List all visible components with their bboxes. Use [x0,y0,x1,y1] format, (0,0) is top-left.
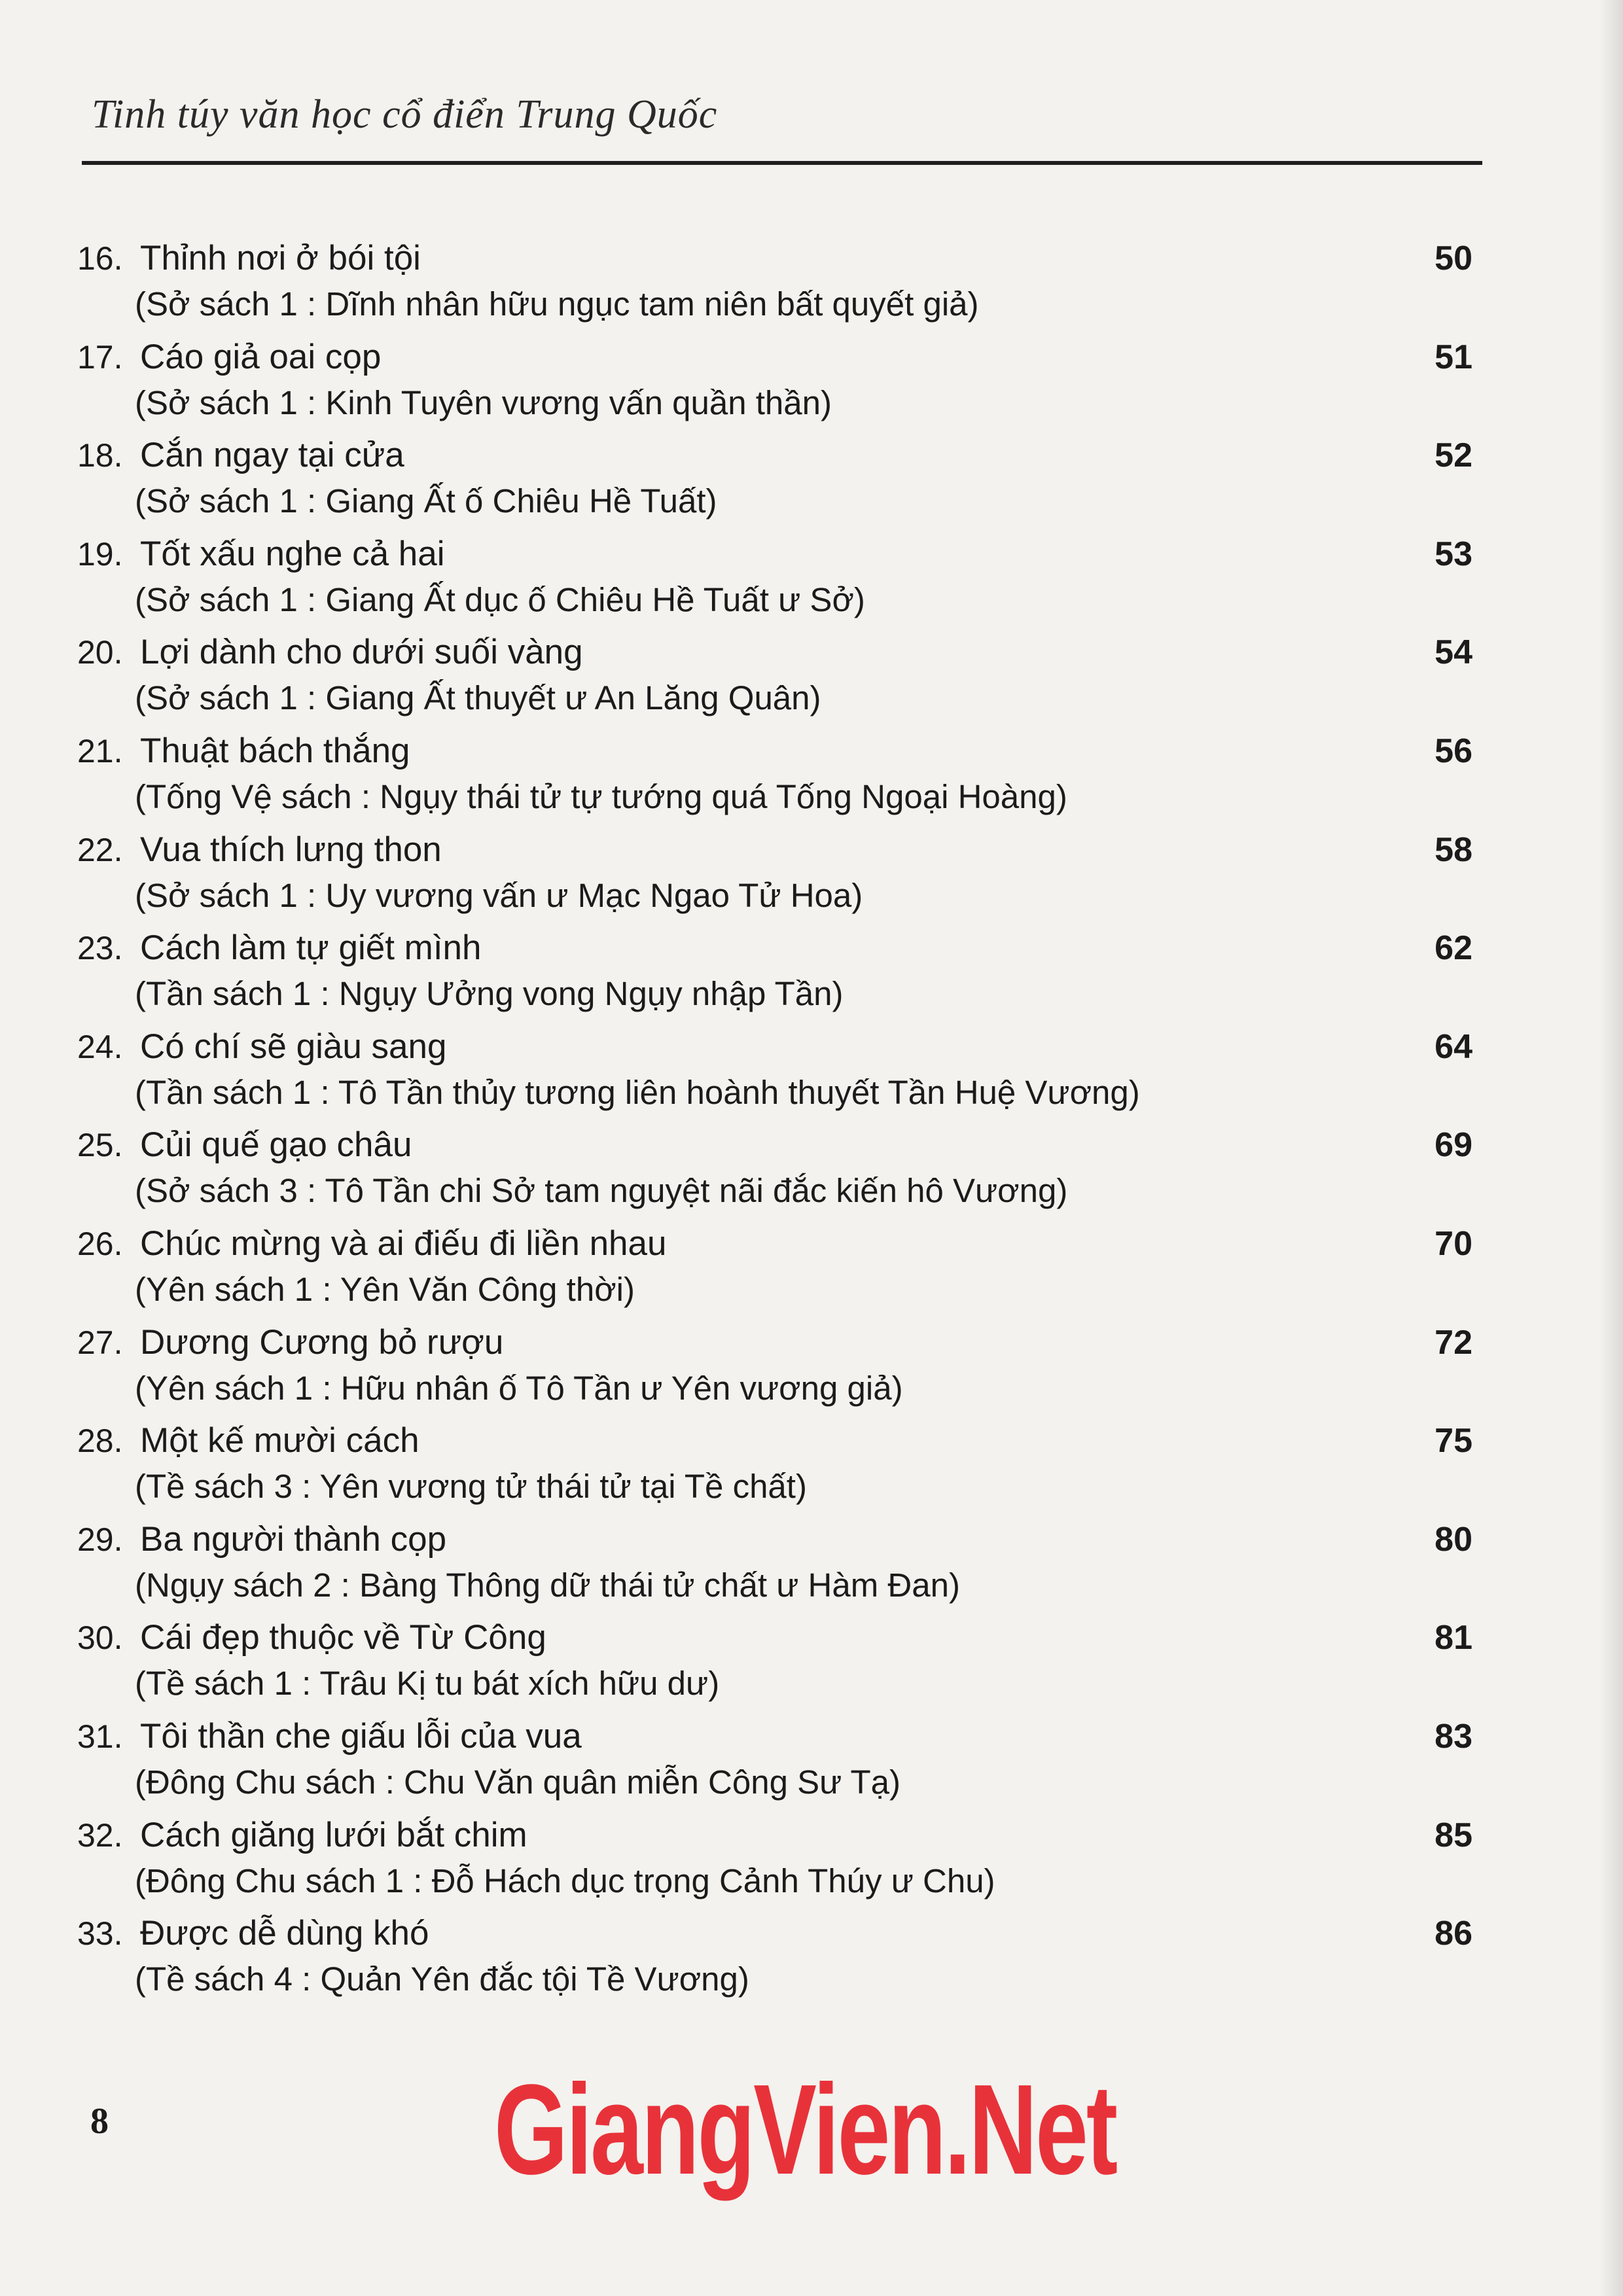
entry-page-number: 54 [1435,633,1472,672]
entry-number: 31. [77,1718,123,1755]
entry-number: 28. [77,1422,123,1460]
entry-source: (Đông Chu sách 1 : Đỗ Hách dục trọng Cảnh Thúy ư Chu) [135,1862,995,1899]
running-header: Tinh túy văn học cổ điển Trung Quốc [92,92,718,137]
entry-title: Ba người thành cọp [140,1519,447,1559]
entry-page-number: 69 [1435,1126,1472,1165]
entry-source: (Sở sách 1 : Uy vương vấn ư Mạc Ngao Tử Hoa) [135,876,863,914]
toc-entry [0,237,1623,335]
entry-page-number: 80 [1435,1520,1472,1559]
entry-title: Cái đẹp thuộc về Từ Công [140,1618,546,1657]
entry-number: 21. [77,733,123,769]
entry-title: Tốt xấu nghe cả hai [140,534,445,573]
entry-source: (Đông Chu sách : Chu Văn quân miễn Công Sư Tạ) [135,1763,901,1801]
entry-source: (Ngụy sách 2 : Bàng Thông dữ thái tử chất ư Hàm Đan) [135,1566,960,1604]
entry-page-number: 64 [1435,1027,1472,1066]
entry-source: (Sở sách 1 : Giang Ất dục ố Chiêu Hề Tuất ư Sở) [135,580,865,618]
toc-entry [0,1123,1623,1222]
entry-number: 26. [77,1226,123,1262]
entry-source: (Sở sách 1 : Kinh Tuyên vương vấn quần thần) [135,383,832,421]
entry-page-number: 56 [1435,732,1472,770]
entry-page-number: 53 [1435,535,1472,573]
entry-title: Vua thích lưng thon [140,830,442,869]
entry-source: (Sở sách 1 : Giang Ất ố Chiêu Hề Tuất) [135,482,717,520]
toc-entry [0,1616,1623,1714]
entry-number: 32. [77,1816,123,1854]
entry-number: 19. [77,535,123,573]
entry-page-number: 51 [1435,338,1472,376]
entry-page-number: 81 [1435,1619,1472,1657]
entry-source: (Sở sách 1 : Giang Ất thuyết ư An Lăng Quân) [135,679,821,717]
entry-source: (Tề sách 4 : Quản Yên đắc tội Tề Vương) [135,1960,749,1998]
entry-page-number: 50 [1435,239,1472,277]
entry-source: (Sở sách 1 : Dĩnh nhân hữu ngục tam niên bất quyết giả) [135,285,979,323]
page-edge-shadow [1599,0,1623,2296]
entry-title: Thuật bách thắng [140,732,410,770]
entry-number: 30. [77,1619,123,1657]
entry-title: Chúc mừng và ai điếu đi liền nhau [140,1224,667,1263]
entry-source: (Tống Vệ sách : Ngụy thái tử tự tướng quá Tống Ngoại Hoàng) [135,778,1067,815]
toc-entry [0,1222,1623,1320]
entry-number: 17. [77,338,123,376]
toc-entry [0,434,1623,532]
entry-title: Cáo giả oai cọp [140,337,382,376]
entry-source: (Tề sách 3 : Yên vương tử thái tử tại Tề chất) [135,1468,807,1506]
entry-page-number: 75 [1435,1422,1472,1460]
entry-number: 22. [77,831,123,868]
entry-number: 29. [77,1521,123,1558]
entry-title: Củi quế gạo châu [140,1125,412,1165]
entry-page-number: 83 [1435,1718,1472,1756]
entry-source: (Tần sách 1 : Ngụy Ưởng vong Ngụy nhập Tần) [135,975,844,1013]
entry-page-number: 52 [1435,436,1472,475]
entry-title: Cách giăng lưới bắt chim [140,1815,527,1854]
entry-source: (Tần sách 1 : Tô Tần thủy tương liên hoành thuyết Tần Huệ Vương) [135,1073,1140,1111]
toc-entry [0,1912,1623,2010]
toc-entry [0,1814,1623,1912]
watermark: GiangVien.Net [494,2058,1116,2201]
entry-number: 20. [77,634,123,671]
entry-source: (Tề sách 1 : Trâu Kị tu bát xích hữu dư) [135,1665,720,1703]
page-number: 8 [90,2101,109,2142]
entry-title: Cắn ngay tại cửa [140,436,404,475]
entry-source: (Yên sách 1 : Yên Văn Công thời) [135,1271,635,1308]
entry-title: Thỉnh nơi ở bói tội [140,239,421,277]
entry-number: 25. [77,1127,123,1164]
entry-title: Cách làm tự giết mình [140,928,482,968]
toc-entry [0,1715,1623,1813]
entry-title: Một kế mười cách [140,1421,419,1460]
entry-title: Tôi thần che giấu lỗi của vua [140,1717,582,1756]
entry-title: Lợi dành cho dưới suối vàng [140,633,583,672]
toc-entry [0,1419,1623,1517]
entry-title: Dương Cương bỏ rượu [140,1322,504,1362]
entry-page-number: 58 [1435,830,1472,869]
toc-entry [0,927,1623,1025]
entry-title: Được dễ dùng khó [140,1914,429,1953]
toc-entry [0,1518,1623,1616]
entry-page-number: 70 [1435,1225,1472,1263]
entry-source: (Sở sách 3 : Tô Tần chi Sở tam nguyệt nãi đắc kiến hô Vương) [135,1172,1068,1210]
entry-title: Có chí sẽ giàu sang [140,1027,447,1066]
toc-entry [0,336,1623,434]
toc-entry [0,1025,1623,1123]
entry-page-number: 62 [1435,929,1472,968]
toc-entry [0,828,1623,927]
toc-entry [0,730,1623,828]
entry-number: 18. [77,437,123,474]
entry-number: 33. [77,1915,123,1952]
entry-page-number: 72 [1435,1323,1472,1362]
entry-number: 24. [77,1028,123,1065]
toc-entry [0,533,1623,631]
entry-page-number: 85 [1435,1816,1472,1854]
entry-page-number: 86 [1435,1915,1472,1953]
entry-number: 16. [77,240,123,277]
entry-number: 23. [77,930,123,967]
entry-source: (Yên sách 1 : Hữu nhân ố Tô Tần ư Yên vương giả) [135,1369,903,1407]
entry-number: 27. [77,1324,123,1361]
toc-entry [0,631,1623,729]
toc-entry [0,1321,1623,1419]
